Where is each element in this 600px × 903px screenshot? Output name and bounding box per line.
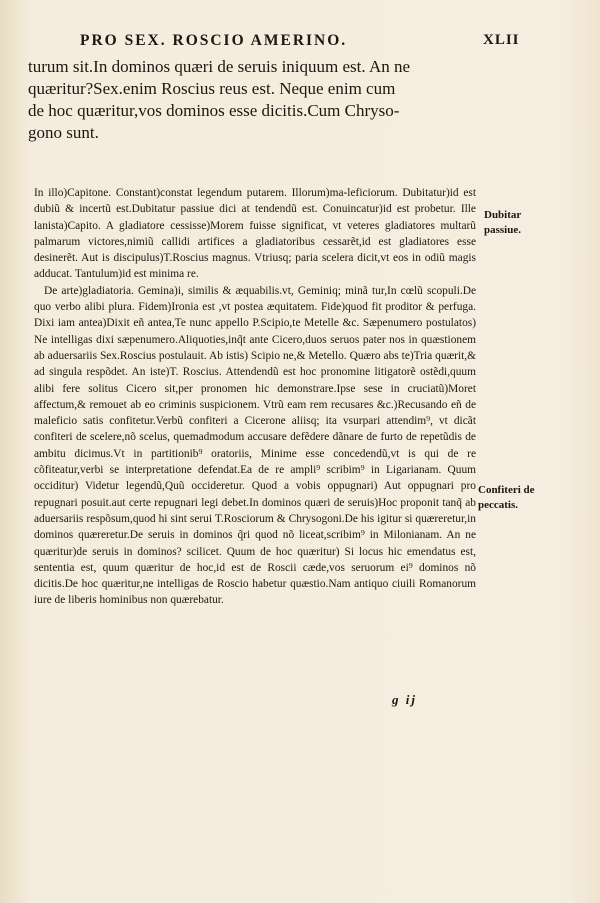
signature-mark: g ij: [392, 692, 417, 707]
commentary-paragraph: In illo)Capitone. Constant)constat legendum putarem. Illorum)ma-leficiorum. Dubitatur)id est dubiũ & incertũ est.Dubitatur passiue dici at tendendũ est. Conuincatur)id est probetur. Ille lanista)Capito. A gladiatore cessisse)Morem fuisse significat, vt veteres gladiatores multarũ palmarum victores,nimiũ callidi artifices a gladiatoribus cessarẽt,id est gladiatores esse desinerẽt. Aut is discipulus)T.Roscius magnus. Vtriusq; paria scelera dicit,vt eos in odiũ magis adducat. Tantulum)id est minima re.: [34, 187, 476, 281]
main-text-line: de hoc quæritur,vos dominos esse dicitis.Cum Chryso-: [28, 101, 400, 120]
main-text-line: quæritur?Sex.enim Roscius reus est. Neque enim cum: [28, 79, 396, 98]
margin-note: Dubitar passiue.: [484, 209, 522, 236]
folio-number: XLII: [483, 32, 520, 48]
commentary-paragraph: De arte)gladiatoria. Gemina)i, similis & æquabilis.vt, Geminiq; minã tur,In cœlũ scopuli.De quo verbo alibi plura. Fidem)Ironia est ,vt postea æquitatem. Fide)quod fit proditor & perfuga. Dixi iam antea)Dixit eñ antea,Te nunc appello P.Scipio,te Metelle &c. Sæpenumero postulatos) Ne intelligas dixi sæpenumero.Aliquoties,inq̃t ante Cicero,duos seruos pater nos in quæstionem ab aduersariis Sex.Roscius postulauit. Ab istis) Scipio ne,& Metello. Quæro abs te)Tria quærit,& ad singula respõdet. An iste)T. Roscius. Attendendũ est hoc pronomine litigatorẽ ostẽdi,quum alibi fere solitus Cicero sit,per pronomen hic demonstrare.Ipse sese in cruciatũ)Moret affectum,& remouet ab eo criminis suspicionem. Vtrũ eam rem recusares &c.)Recusando eñ de maleficio satis confitetur.Verbũ confiteri a Cicerone aliisq; ita vsurpari attendim⁹, vt dicãt confiteri de scelere,nõ scelus, quemadmodum accusare defẽdere dãnare de furto de repetũdis de ambitu dicimus.Vt in partitionib⁹ oratoriis, Minime esse concedendũ,vt is qui de re cõfiteatur,verbi se interpretatione defendat.Ea de re ampli⁹ scribim⁹ in Ligarianam. Quum occiditur) Videtur legendũ,Quũ occideretur. Quod a vobis oppugnari) Aut oppugnari pro repugnari posuit.aut certe repugnari legi debet.In dominos quæri de seruis)Hoc proponit tanq̃ ab aduersariis respõsum,quod hi sint serui T.Rosciorum & Chrysogoni.De his igitur si quæreretur,in dominos quæreretur.De seruis in dominos q̃ri quod nõ liceat,scribim⁹ in Milonianam. An ne quæritur)de seruis in dominos? scilicet. Quum de hoc quæritur) Si locus hic emendatus est, sententia est, quum quæritur de hoc,id est de Roscii cæde,vos seruorum ei⁹ dominos nõ dicitis.De hoc quæritur,ne intelligas de Roscio habetur quæstio.Nam antiquo ciuili Romanorum iure de liberis hominibus non quærebatur.: [34, 284, 476, 607]
commentary-text: [34, 185, 476, 609]
main-oration-text: [28, 56, 478, 144]
running-title: PRO SEX. ROSCIO AMERINO.: [80, 32, 348, 49]
margin-note: Confiteri de peccatis.: [478, 484, 535, 511]
main-text-line: turum sit.In dominos quæri de seruis iniquum est. An ne: [28, 57, 411, 76]
main-text-line: gono sunt.: [28, 123, 99, 142]
